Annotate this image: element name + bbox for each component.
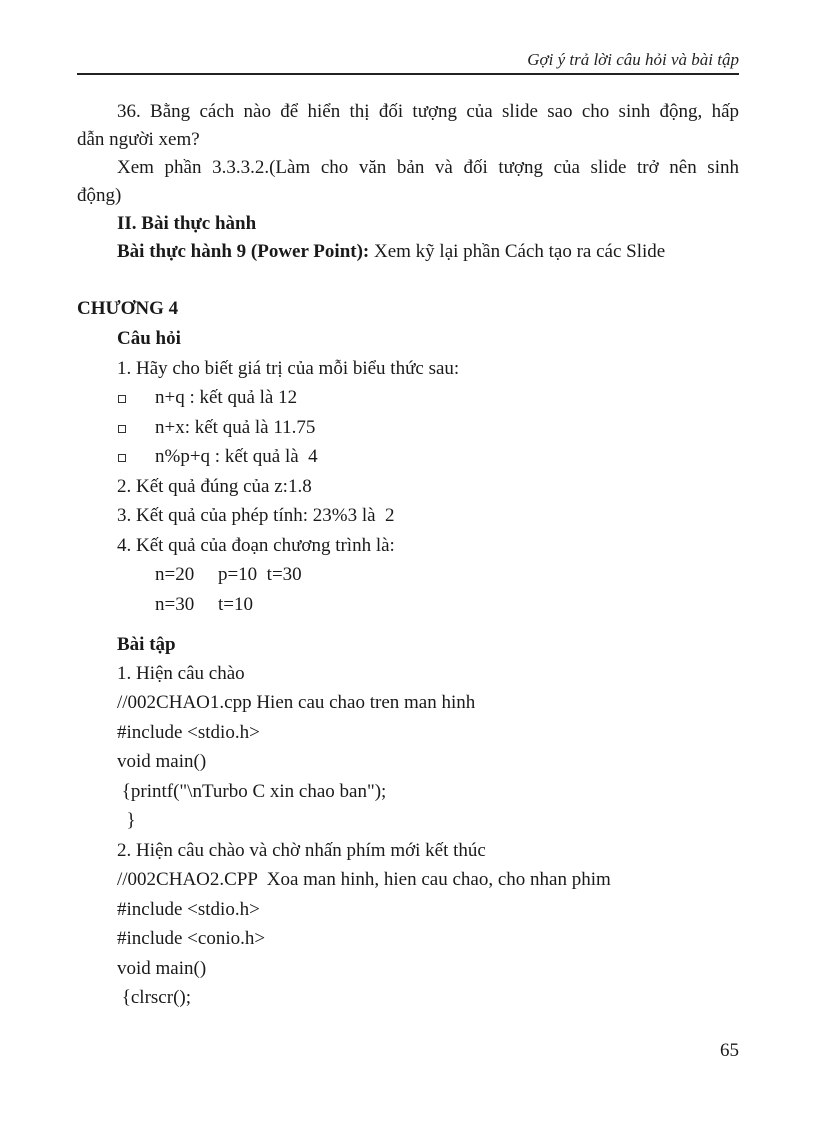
code-line: #include <stdio.h> xyxy=(117,722,260,743)
exercise-2-title: 2. Hiện câu chào và chờ nhấn phím mới kết thúc xyxy=(117,840,486,861)
question-1: 1. Hãy cho biết giá trị của mỗi biểu thức sau: xyxy=(117,358,460,379)
code-line: #include <conio.h> xyxy=(117,928,266,949)
questions-heading: Câu hỏi xyxy=(117,328,181,349)
answer-36-line2: động) xyxy=(77,185,122,206)
practice-heading: II. Bài thực hành xyxy=(117,213,257,234)
question-4: 4. Kết quả của đoạn chương trình là: xyxy=(117,535,395,556)
code-line: void main() xyxy=(117,958,207,979)
question-4-output-2: n=30 t=10 xyxy=(155,594,253,615)
question-2: 2. Kết quả đúng của z:1.8 xyxy=(117,476,312,497)
running-header: Gợi ý trả lời câu hỏi và bài tập xyxy=(527,50,739,69)
code-line: #include <stdio.h> xyxy=(117,899,260,920)
chapter-title: CHƯƠNG 4 xyxy=(77,298,179,319)
question-4-output-1: n=20 p=10 t=30 xyxy=(155,564,302,585)
code-line: //002CHAO2.CPP Xoa man hinh, hien cau chao, cho nhan phim xyxy=(117,869,611,890)
bullet-square-icon xyxy=(118,395,126,403)
list-item: n+x: kết quả là 11.75 xyxy=(155,417,316,438)
answer-36-line1: Xem phần 3.3.3.2.(Làm cho văn bản và đối tượng của slide trở nên sinh xyxy=(117,157,739,178)
practice-text: Xem kỹ lại phần Cách tạo ra các Slide xyxy=(369,241,666,262)
practice-label: Bài thực hành 9 (Power Point): xyxy=(117,241,370,262)
bullet-square-icon xyxy=(118,425,126,433)
practice-line xyxy=(117,241,665,263)
list-item: n%p+q : kết quả là 4 xyxy=(155,446,318,467)
code-line: {printf("\nTurbo C xin chao ban"); xyxy=(117,781,387,802)
code-line: } xyxy=(117,810,136,831)
list-item: n+q : kết quả là 12 xyxy=(155,387,298,408)
code-line: void main() xyxy=(117,751,207,772)
question-36-line1: 36. Bằng cách nào để hiển thị đối tượng của slide sao cho sinh động, hấp xyxy=(117,101,739,122)
exercise-1-title: 1. Hiện câu chào xyxy=(117,663,245,684)
code-line: //002CHAO1.cpp Hien cau chao tren man hinh xyxy=(117,692,476,713)
code-line: {clrscr(); xyxy=(117,987,191,1008)
question-36-line2: dẫn người xem? xyxy=(77,129,200,150)
bullet-square-icon xyxy=(118,454,126,462)
exercises-heading: Bài tập xyxy=(117,634,176,655)
question-3: 3. Kết quả của phép tính: 23%3 là 2 xyxy=(117,505,395,526)
page-number: 65 xyxy=(720,1040,739,1061)
header-divider xyxy=(77,73,739,75)
